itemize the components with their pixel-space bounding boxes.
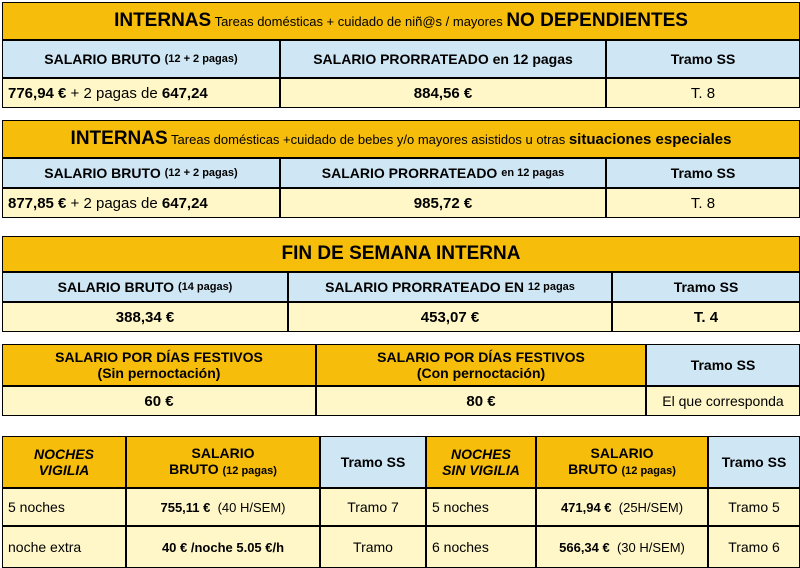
section1-header-prorrateado xyxy=(280,40,606,78)
section4-header-festivos-sin xyxy=(2,344,316,386)
header-line2: BRUTO xyxy=(169,461,223,477)
table-row-2-salario-1 xyxy=(126,526,320,568)
table-row-1-noches-vigilia: 5 noches xyxy=(2,488,126,526)
header-line1: SALARIO POR DÍAS FESTIVOS xyxy=(377,349,585,365)
header-sub-text: (12 + 2 pagas) xyxy=(164,167,238,179)
value-mid: + 2 pagas de xyxy=(66,84,162,102)
section1-title xyxy=(2,2,800,40)
section5-header-salario-bruto-2 xyxy=(536,436,708,488)
header-sub-text: (14 pagas) xyxy=(177,281,233,293)
section2-header-prorrateado xyxy=(280,158,606,188)
value-mid: + 2 pagas de xyxy=(66,194,162,212)
table-row-1-tramo-1: Tramo 7 xyxy=(320,488,426,526)
section3-header-salario-bruto xyxy=(2,272,288,302)
section1-value-tramo: T. 8 xyxy=(606,78,800,108)
header-line1: NOCHES xyxy=(451,446,511,462)
salario-amount: 566,34 € xyxy=(559,539,610,555)
salario-hours: (40 H/SEM) xyxy=(210,499,286,515)
section2-title xyxy=(2,120,800,158)
salario-amount: 755,11 € xyxy=(160,499,211,515)
header-sub-text: en 12 pagas xyxy=(492,51,573,67)
section3-value-prorrateado: 453,07 € xyxy=(288,302,612,332)
section5-header-tramo-2: Tramo SS xyxy=(708,436,800,488)
header-line2: BRUTO xyxy=(568,461,622,477)
header-main-text: SALARIO PRORRATEADO xyxy=(313,51,493,67)
section4-header-festivos-con xyxy=(316,344,646,386)
section2-value-prorrateado: 985,72 € xyxy=(280,188,606,218)
section2-value-tramo: T. 8 xyxy=(606,188,800,218)
salario-amount: 471,94 € xyxy=(560,499,612,515)
header-main-text: SALARIO BRUTO xyxy=(57,279,178,295)
section4-value-con: 80 € xyxy=(316,386,646,416)
section2-value-salario-bruto xyxy=(2,188,280,218)
section2-title-normal: Tareas domésticas +cuidado de bebes y/o mayores asistidos u otras xyxy=(167,131,569,147)
section2-header-tramo: Tramo SS xyxy=(606,158,800,188)
section5-header-salario-bruto-1 xyxy=(126,436,320,488)
header-sub-text: (12 + 2 pagas) xyxy=(164,53,238,65)
section2-header-salario-bruto xyxy=(2,158,280,188)
section2-title-bold: INTERNAS xyxy=(70,128,168,149)
value-amount: 877,85 € xyxy=(8,194,67,212)
header-line2: (Con pernoctación) xyxy=(416,365,546,381)
section3-value-tramo: T. 4 xyxy=(612,302,800,332)
header-main-text: SALARIO BRUTO xyxy=(44,165,165,181)
table-row-2-noches-vigilia: noche extra xyxy=(2,526,126,568)
section1-value-prorrateado: 884,56 € xyxy=(280,78,606,108)
salario-hours: (25H/SEM) xyxy=(611,499,684,515)
table-row-2-salario-2 xyxy=(536,526,708,568)
table-row-1-salario-1 xyxy=(126,488,320,526)
header-main-text: SALARIO PRORRATEADO xyxy=(321,165,502,181)
section1-title-bold: INTERNAS xyxy=(114,10,212,31)
header-line1: SALARIO POR DÍAS FESTIVOS xyxy=(55,349,263,365)
section5-header-tramo-1: Tramo SS xyxy=(320,436,426,488)
header-sub-text: (12 pagas) xyxy=(222,465,277,477)
section1-header-tramo: Tramo SS xyxy=(606,40,800,78)
salario-amount: 40 € /noche 5.05 €/h xyxy=(161,539,285,555)
section3-header-tramo: Tramo SS xyxy=(612,272,800,302)
table-row-2-tramo-2: Tramo 6 xyxy=(708,526,800,568)
table-row-2-tramo-1: Tramo xyxy=(320,526,426,568)
header-line2: SIN VIGILIA xyxy=(442,462,520,478)
table-row-2-noches-sin-vigilia: 6 noches xyxy=(426,526,536,568)
header-line2: VIGILIA xyxy=(38,462,90,478)
section4-value-sin: 60 € xyxy=(2,386,316,416)
section5-header-noches-sin-vigilia xyxy=(426,436,536,488)
section4-value-tramo: El que corresponda xyxy=(646,386,800,416)
header-sub-text: (12 pagas) xyxy=(621,465,676,477)
header-line1: SALARIO xyxy=(590,445,654,461)
value-extra: 647,24 xyxy=(161,194,208,212)
section5-header-noches-vigilia xyxy=(2,436,126,488)
header-sub-text: en 12 pagas xyxy=(501,167,565,179)
header-main-text: SALARIO BRUTO xyxy=(44,51,165,67)
value-amount: 776,94 € xyxy=(8,84,67,102)
section3-value-salario-bruto: 388,34 € xyxy=(2,302,288,332)
header-line1: SALARIO xyxy=(191,445,255,461)
header-main-text: SALARIO PRORRATEADO EN xyxy=(325,279,528,295)
table-row-1-tramo-2: Tramo 5 xyxy=(708,488,800,526)
section1-title-end: NO DEPENDIENTES xyxy=(506,10,688,31)
header-line1: NOCHES xyxy=(34,446,94,462)
section1-header-salario-bruto xyxy=(2,40,280,78)
table-row-1-noches-sin-vigilia: 5 noches xyxy=(426,488,536,526)
header-line2: (Sin pernoctación) xyxy=(97,365,221,381)
table-row-1-salario-2 xyxy=(536,488,708,526)
value-extra: 647,24 xyxy=(161,84,208,102)
section3-title: FIN DE SEMANA INTERNA xyxy=(2,236,800,272)
section1-value-salario-bruto xyxy=(2,78,280,108)
header-sub-text: 12 pagas xyxy=(527,281,575,293)
section1-title-normal: Tareas domésticas + cuidado de niñ@s / mayores xyxy=(211,13,507,29)
salario-hours: (30 H/SEM) xyxy=(609,539,685,555)
section4-header-tramo: Tramo SS xyxy=(646,344,800,386)
section2-title-end: situaciones especiales xyxy=(568,130,732,148)
section3-header-prorrateado xyxy=(288,272,612,302)
